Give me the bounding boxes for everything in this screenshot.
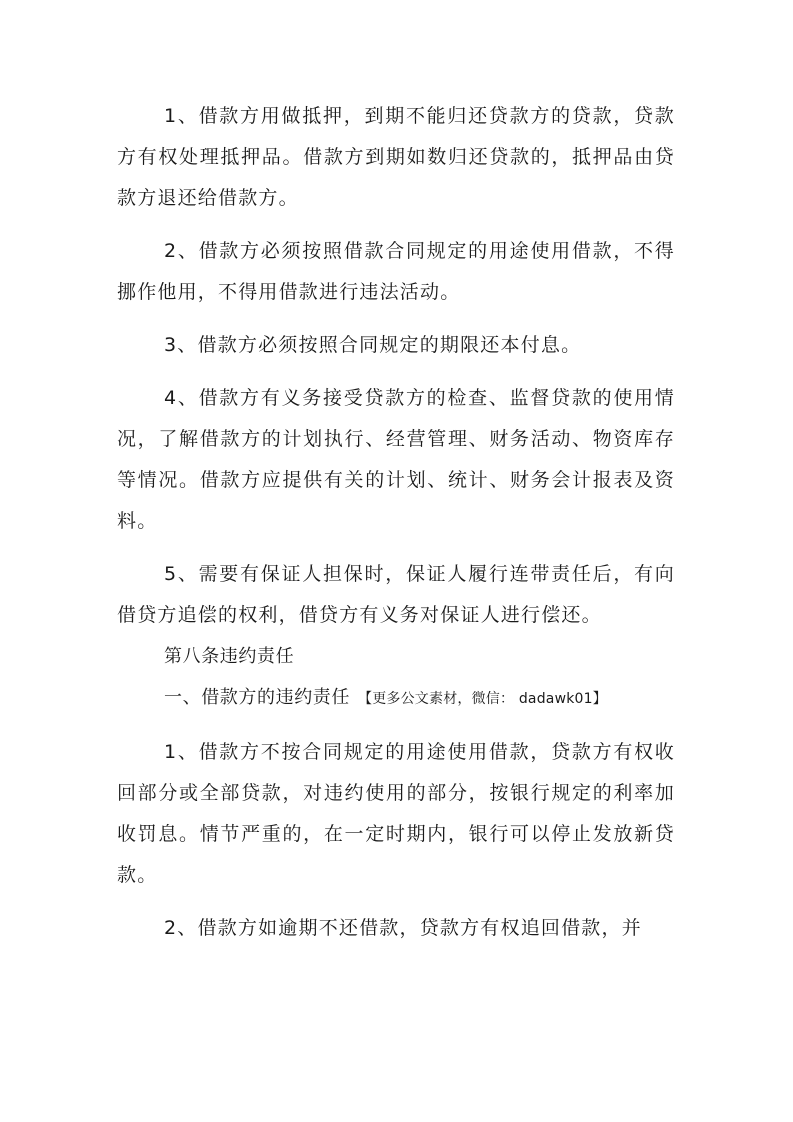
- paragraph-clause-3: 3、借款方必须按照合同规定的期限还本付息。: [164, 334, 582, 356]
- paragraph-clause-2: 2、借款方必须按照借款合同规定的用途使用借款，不得挪作他用，不得用借款进行违法活动。: [117, 240, 675, 303]
- subsection-note: 【更多公文素材，微信： dadawk01】: [358, 691, 607, 707]
- paragraph-clause-1: 1、借款方用做抵押，到期不能归还贷款方的贷款，贷款方有权处理抵押品。借款方到期如数归还贷款的，抵押品由贷款方退还给借款方。: [117, 105, 675, 209]
- document-page: [117, 96, 675, 949]
- paragraph-liability-2: 2、借款方如逾期不还借款，贷款方有权追回借款，并: [164, 917, 642, 939]
- section-title: 第八条违约责任: [164, 646, 295, 667]
- subsection-title: 一、借款方的违约责任: [164, 687, 350, 708]
- paragraph-clause-5: 5、需要有保证人担保时，保证人履行连带责任后，有向借贷方追偿的权利，借贷方有义务对保证人进行偿还。: [117, 563, 675, 626]
- paragraph-liability-1: 1、借款方不按合同规定的用途使用借款，贷款方有权收回部分或全部贷款，对违约使用的部分，按银行规定的利率加收罚息。情节严重的，在一定时期内，银行可以停止发放新贷款。: [117, 741, 675, 886]
- paragraph-clause-4: 4、借款方有义务接受贷款方的检查、监督贷款的使用情况，了解借款方的计划执行、经营管理、财务活动、物资库存等情况。借款方应提供有关的计划、统计、财务会计报表及资料。: [117, 387, 675, 532]
- subsection-heading: [117, 677, 675, 720]
